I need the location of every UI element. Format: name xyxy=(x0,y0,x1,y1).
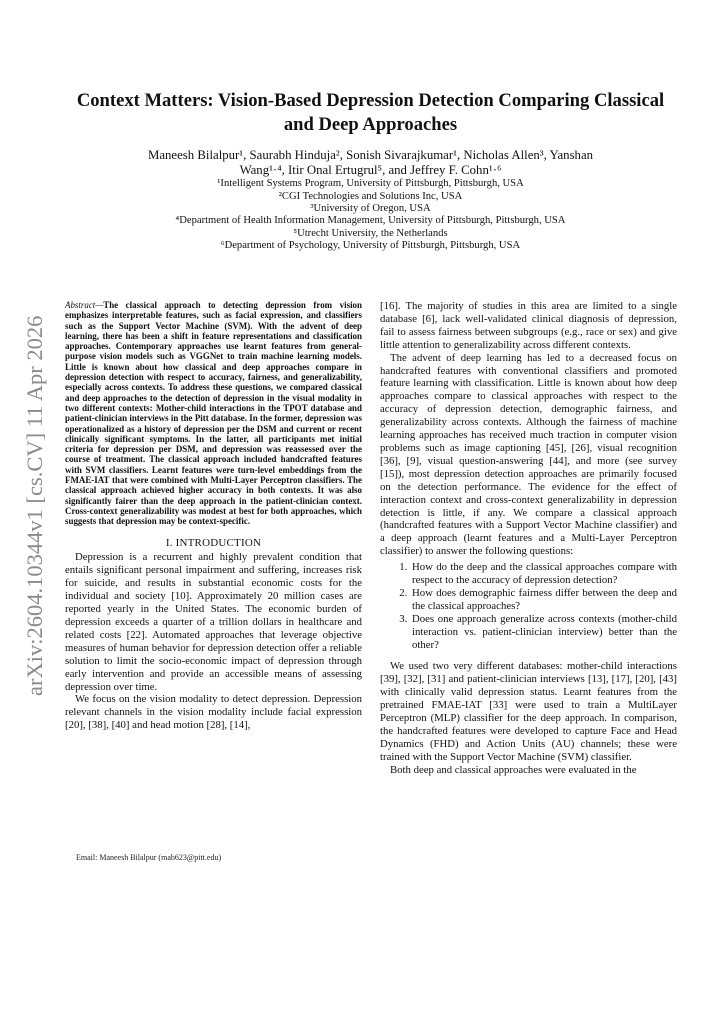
intro-paragraph-5: Both deep and classical approaches were evaluated in the xyxy=(390,763,637,776)
section-heading-introduction: I. INTRODUCTION xyxy=(165,536,262,549)
paper-header xyxy=(74,89,667,252)
abstract-lead: Abstract— xyxy=(65,300,104,310)
right-column xyxy=(380,300,677,777)
intro-paragraph-3: The advent of deep learning has led to a decreased focus on handcrafted features with conventional classifiers and promoted feature learning with classification. Little is known about how deep approaches compare to classical approaches with respect to the accuracy of depression detection, demographic fairness, and generalizability across contexts. Although the fairness of machine learning approaches has received much traction in computer vision problems such as image captioning [45], [26], visual recognition [36], [9], visual question-answering [44], and more (see survey [15]), most depression detection approaches are primarily focused on the detection performance. The evidence for the effect of interaction context and cross-context generalizability in depression detection is little, if any. We compare a classical approach (handcrafted features with a Support Vector Machine classifier) and a deep approach (learnt features and a Multi-Layer Perceptron classifier) to answer the following questions: xyxy=(380,351,677,558)
email-footnote: Email: Maneesh Bilalpur (mab623@pitt.edu) xyxy=(76,853,222,862)
list-item: 1. How do the deep and the classical approaches compare with respect to the accuracy of depression detection? xyxy=(410,561,677,587)
abstract-text: The classical approach to detecting depression from vision emphasizes interpretable features, such as facial expression, and classifiers such as the Support Vector Machine (SVM). With the advent of deep learning, there has been a shift in feature representations and classification approaches. Contemporary approaches use learnt features from general-purpose vision models such as VGGNet to train machine learning models. Little is known about how classical and deep approaches compare in depression detection with respect to accuracy, fairness, and generalizability, especially across contexts. To address these questions, we compared classical and deep approaches to the detection of depression in the visual modality in two different contexts: Mother-child interactions in the TPOT database and patient-clinician interviews in the Pitt database. In the former, depression was operationalized as a history of depression per the DSM and current or recent clinically significant symptoms. In the latter, all participants met initial criteria for depression per DSM, and depression was reassessed over the course of treatment. The classical approach included handcrafted features with SVM classifiers. Learnt features were turn-level embeddings from the FMAE-IAT that were combined with Multi-Layer Perceptron classifiers. The classical approach achieved higher accuracy in both contexts. It was also significantly fairer than the deep approach in the patient-clinician context. Cross-context generalizability was modest at best for both approaches, which suggests that depression may be context-specific. xyxy=(65,300,362,527)
affiliation: ⁴Department of Health Information Management, University of Pittsburgh, Pittsburgh, USA xyxy=(175,215,566,227)
affiliation: ⁵Utrecht University, the Netherlands xyxy=(293,227,448,239)
affiliation: ¹Intelligent Systems Program, University of Pittsburgh, Pittsburgh, USA xyxy=(217,178,524,190)
intro-paragraph-1: Depression is a recurrent and highly prevalent condition that entails significant personal impairment and suffering, increases risk for suicide, and results in substantial economic costs for the individual and society [10]. Approximately 20 million cases are reported yearly in the United States. The economic burden of depression exceeds a quarter of a trillion dollars in healthcare and related costs [22]. Automated approaches that leverage objective measures of human behavior for depression detection offer a reliable solution to limit the socio-economic impact of depression through early intervention and provide an accessible means of assessing depression over time. xyxy=(65,551,362,693)
intro-paragraph-2: We focus on the vision modality to detect depression. Depression relevant channels in the vision modality include facial expression [20], [38], [40] and head motion [28], [14], xyxy=(65,693,362,732)
left-column xyxy=(65,300,362,732)
arxiv-identifier: arXiv:2604.10344v1 [cs.CV] 11 Apr 2026 xyxy=(22,315,47,696)
affiliation: ³University of Oregon, USA xyxy=(310,203,431,214)
list-item: 3. Does one approach generalize across contexts (mother-child interaction vs. patient-clinician interview) better than the other? xyxy=(410,613,677,652)
author-list xyxy=(74,148,667,178)
affiliation: ⁶Department of Psychology, University of Pittsburgh, Pittsburgh, USA xyxy=(220,239,521,251)
list-item: 2. How does demographic fairness differ between the deep and the classical approaches? xyxy=(410,587,677,613)
intro-paragraph-4: We used two very different databases: mother-child interactions [39], [32], [31] and patient-clinician interviews [13], [17], [20], [43] with clinically valid depression status. Learnt features from the pretrained FMAE-IAT [33] were used to train a MultiLayer Perceptron (MLP) classifier for the deep approach. In comparison, the handcrafted features were developed to capture Face and Head Dynamics (FHD) and Action Units (AU) channels; these were trained with the Support Vector Machine (SVM) classifier. xyxy=(380,660,677,763)
affiliation: ²CGI Technologies and Solutions Inc, USA xyxy=(278,190,463,202)
paper-title: Context Matters: Vision-Based Depression Detection Comparing Classical and Deep Approaches xyxy=(76,90,665,135)
authors-line-1: Maneesh Bilalpur¹, Saurabh Hinduja², Sonish Sivarajkumar¹, Nicholas Allen³, Yanshan xyxy=(147,148,594,162)
abstract xyxy=(65,300,362,527)
affiliation-list xyxy=(74,178,667,252)
authors-line-2: Wang¹·⁴, Itir Onal Ertugrul⁵, and Jeffrey F. Cohn¹·⁶ xyxy=(239,163,502,178)
research-questions-list xyxy=(380,561,677,651)
intro-paragraph-2-continued: [16]. The majority of studies in this area are limited to a single database [6], lack well-validated clinical diagnosis of depression, fail to assess fairness between subgroups (e.g., race or sex) and give little attention to generalizability across different contexts. xyxy=(380,300,677,351)
